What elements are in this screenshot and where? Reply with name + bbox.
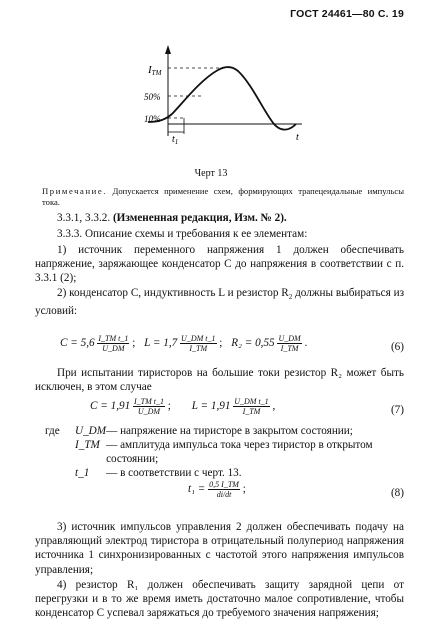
def-row: I_TM — амплитуда импульса тока через тиристор в открытом состоянии; bbox=[75, 439, 373, 465]
para-big-currents: При испытании тиристоров на большие токи резистор R₂ может быть исключен, в этом случае bbox=[35, 367, 404, 394]
page-header: ГОСТ 24461—80 С. 19 bbox=[290, 8, 404, 20]
definitions bbox=[45, 424, 403, 480]
equation-7: C = 1,91 $\frac{\text{I\_TM t\_1}}{U\_DM}$ ; L = 1,91 $\frac{\text{U\_DM t\_1}}{I\_TM}$ , (7) bbox=[90, 397, 404, 416]
label-50: 50% bbox=[144, 92, 161, 102]
label-t1: $t_1$ bbox=[172, 134, 179, 146]
item-3: 3) источник импульсов управления 2 должен обеспечивать подачу на управляющий электрод тиристора в отрицательный полупериод напряжения источника 1 синхронизированных с частотой этого напряжения импульсов управления; bbox=[35, 521, 404, 576]
eq6-number: (6) bbox=[390, 341, 404, 353]
label-t-axis: t bbox=[296, 132, 299, 143]
item-1: 1) источник переменного напряжения 1 должен обеспечивать напряжение, заряжающее конденсатор C до напряжения в соответствии с п. 3.3.1 (2); bbox=[35, 244, 404, 285]
figure-caption: Черт 13 bbox=[194, 168, 228, 179]
label-itm: IТМ bbox=[148, 64, 162, 77]
equation-6: C = 5,6 $\frac{\text{I\_TM t\_1}}{U\_DM}$ ; L = 1,7 $\frac{\text{U\_DM t\_1}}{I\_TM}$ ; R₂ = 0,55 $\frac{U\_DM}{I\_TM}$ . (6) bbox=[60, 334, 404, 353]
note-head: Примечание. bbox=[42, 186, 108, 196]
para-331: 3.3.1, 3.3.2. (Измененная редакция, Изм. № 2). bbox=[57, 212, 287, 224]
def-row: где U_DM — напряжение на тиристоре в закрытом состоянии; bbox=[45, 425, 353, 437]
note bbox=[42, 186, 404, 208]
equation-8: t₁ = $\frac{0,5 I\_TM}{di/dt}$ ; (8) bbox=[188, 480, 404, 499]
current-pulse-curve bbox=[148, 67, 296, 130]
y-axis-arrow bbox=[165, 45, 171, 54]
eq8-number: (8) bbox=[390, 487, 404, 499]
note-body: Допускается применение схем, формирующих трапецеидальные импульсы тока. bbox=[42, 186, 404, 207]
eq7-number: (7) bbox=[390, 404, 404, 416]
label-10: 10% bbox=[144, 114, 161, 124]
para-333: 3.3.3. Описание схемы и требования к ее элементам: bbox=[57, 228, 308, 240]
def-row: t_1 — в соответствии с черт. 13. bbox=[75, 467, 242, 479]
figure-13-graph bbox=[120, 40, 320, 160]
item-4: 4) резистор R₁ должен обеспечивать защиту зарядной цепи от перегрузки и в то же время иметь достаточно малое сопротивление, чтобы конденсатор C успевал заряжаться до требуемого значения напряжения; bbox=[35, 579, 404, 620]
item-2: 2) конденсатор C, индуктивность L и резистор $R_2$ должны выбираться из условий: bbox=[35, 287, 404, 318]
